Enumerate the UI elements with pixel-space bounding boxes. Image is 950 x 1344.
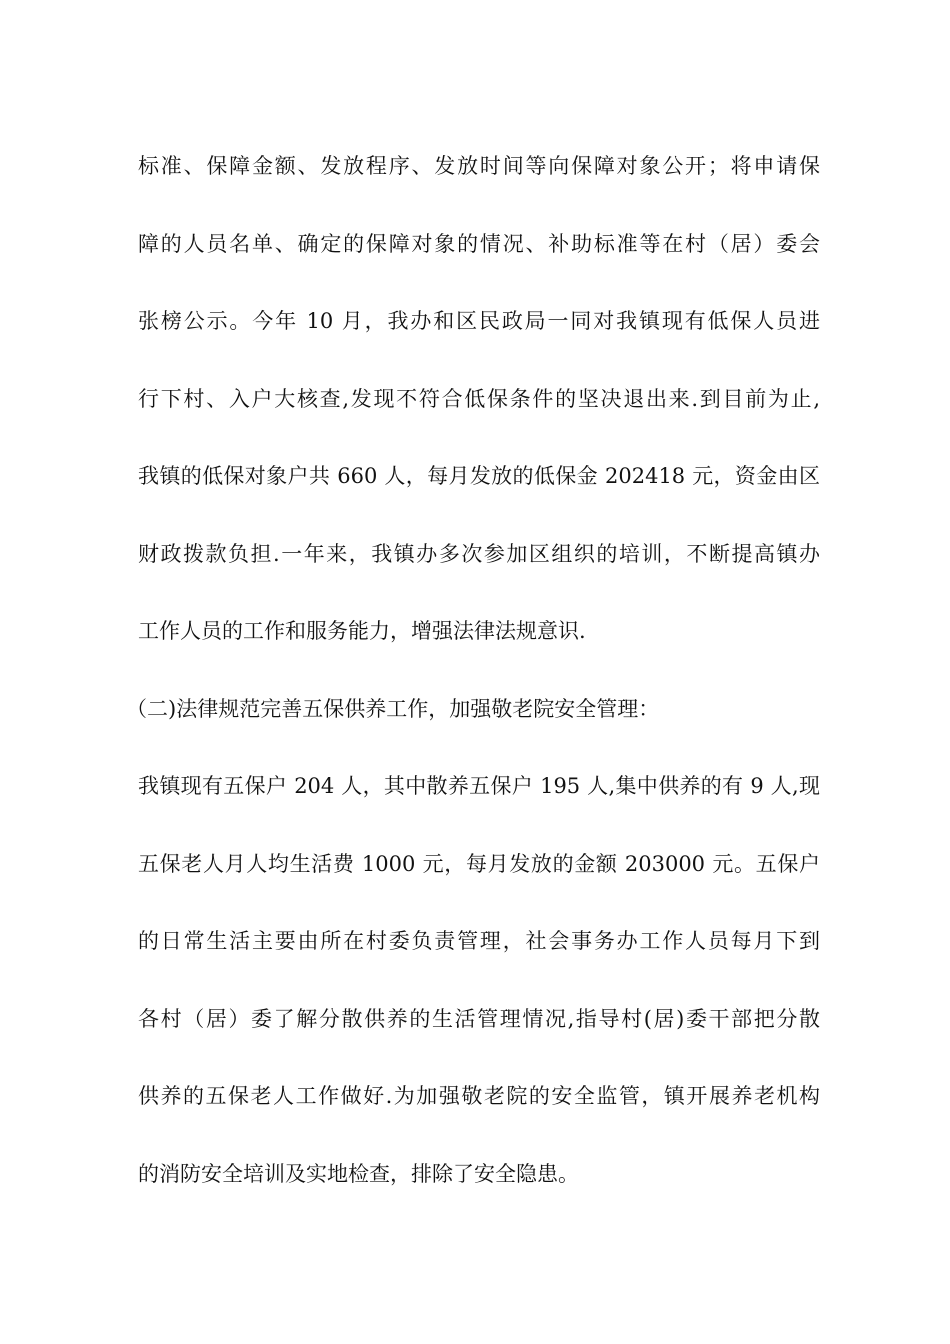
paragraph-line: 我镇的低保对象户共 660 人，每月发放的低保金 202418 元，资金由区 xyxy=(138,464,820,488)
paragraph-line: 五保老人月人均生活费 1000 元，每月发放的金额 203000 元。五保户 xyxy=(138,851,820,876)
paragraph-line: 财政拨款负担.一年来，我镇办多次参加区组织的培训，不断提高镇办 xyxy=(138,541,820,566)
paragraph-line: 的消防安全培训及实地检查，排除了安全隐患。 xyxy=(138,1161,579,1186)
body-text xyxy=(126,137,820,1222)
paragraph-line: 张榜公示。今年 10 月，我办和区民政局一同对我镇现有低保人员进 xyxy=(138,309,820,333)
paragraph-line: 标准、保障金额、发放程序、发放时间等向保障对象公开；将申请保 xyxy=(138,154,820,178)
paragraph-line: 各村（居）委了解分散供养的生活管理情况,指导村(居)委干部把分散 xyxy=(138,1006,820,1031)
paragraph-line: 工作人员的工作和服务能力，增强法律法规意识. xyxy=(138,619,586,643)
section-heading: （二)法律规范完善五保供养工作，加强敬老院安全管理： xyxy=(126,696,660,721)
paragraph-line: 行下村、入户大核查,发现不符合低保条件的坚决退出来.到目前为止, xyxy=(138,386,820,411)
paragraph-line: 我镇现有五保户 204 人，其中散养五保户 195 人,集中供养的有 9 人,现 xyxy=(138,774,820,798)
paragraph-line: 供养的五保老人工作做好.为加强敬老院的安全监管，镇开展养老机构 xyxy=(138,1084,820,1108)
paragraph-line: 的日常生活主要由所在村委负责管理，社会事务办工作人员每月下到 xyxy=(138,929,820,953)
paragraph-line: 障的人员名单、确定的保障对象的情况、补助标准等在村（居）委会 xyxy=(138,231,820,256)
